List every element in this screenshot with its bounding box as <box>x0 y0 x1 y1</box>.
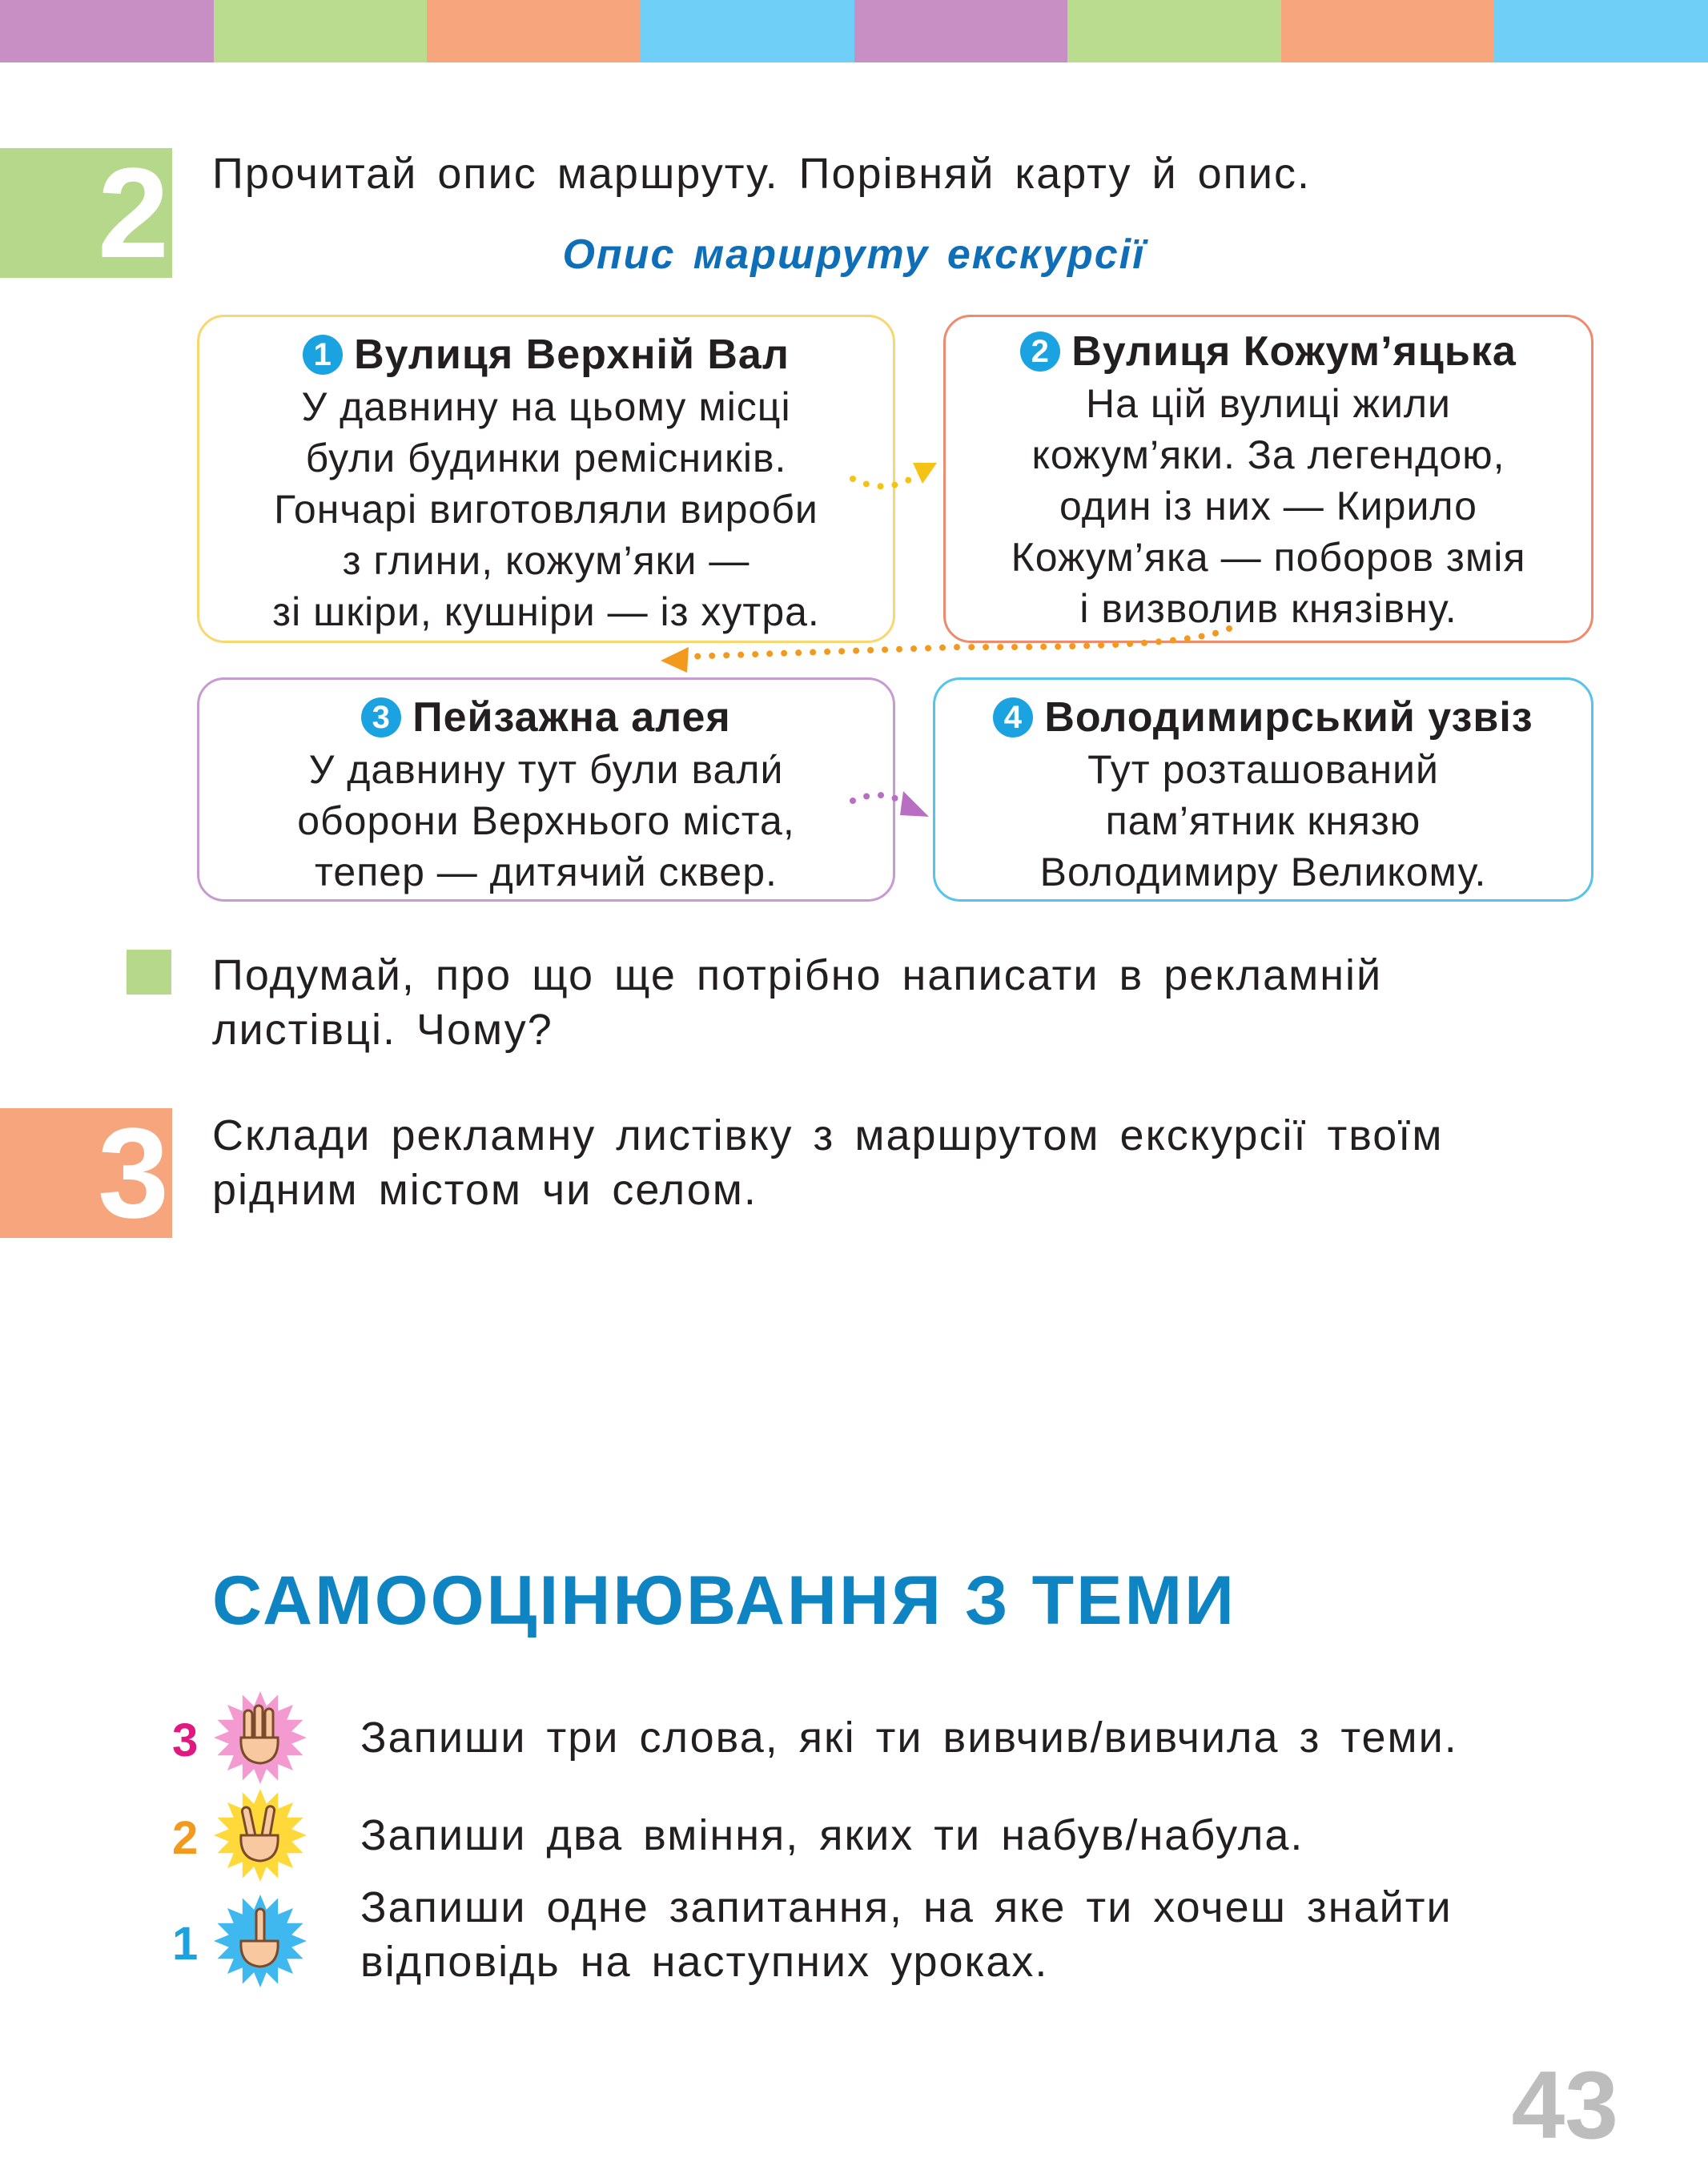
self-item-text: Запиши два вміння, яких ти набув/набула. <box>360 1811 1304 1859</box>
card-title: 2 Вулиця Кожум’яцька <box>946 325 1591 378</box>
self-item-number: 2 <box>172 1812 199 1864</box>
three-fingers-hand-icon <box>212 1690 308 1786</box>
card-line: тепер — дитячий сквер. <box>315 850 778 894</box>
card-line: зі шкіри, кушніри — із хутра. <box>272 589 820 634</box>
card-title: 1 Вулиця Верхній Вал <box>199 328 893 381</box>
card-line: У давнину тут були вали́ <box>308 747 784 792</box>
page-number: 43 <box>1511 2051 1618 2159</box>
card-line: були будинки ремісників. <box>305 436 787 480</box>
card-line: один із них — Кирило <box>1059 484 1477 528</box>
card-title: 4 Володимирський узвіз <box>935 691 1591 744</box>
card-line: кожум’яки. За легендою, <box>1031 432 1505 477</box>
card-line: Тут розташований <box>1087 747 1439 792</box>
card-line: пам’ятник князю <box>1105 798 1421 843</box>
task-3-number: 3 <box>0 1108 172 1238</box>
badge-3: 3 <box>361 697 401 737</box>
self-item-text: Запиши три слова, які ти вивчив/вивчила з теми. <box>360 1714 1458 1762</box>
think-text: Подумай, про що ще потрібно написати в рекламній листівці. Чому? <box>212 951 1383 1054</box>
card-line: Гончарі виготовляли вироби <box>274 487 818 532</box>
self-item-text: Запиши одне запитання, на яке ти хочеш знайти відповідь на наступних уроках. <box>360 1883 1453 1986</box>
think-bullet <box>127 950 171 995</box>
task-3-text: Склади рекламну листівку з маршрутом екскурсії твоїм рідним містом чи селом. <box>212 1111 1444 1214</box>
card-line: На цій вулиці жили <box>1086 381 1451 426</box>
task-2-text: Прочитай опис маршруту. Порівняй карту й опис. <box>212 150 1312 198</box>
arrow-3-to-4 <box>853 791 929 817</box>
self-assessment-title: САМООЦІНЮВАННЯ З ТЕМИ <box>212 1562 1236 1639</box>
card-line: з глини, кожум’яки — <box>342 538 750 583</box>
card-line: оборони Верхнього міста, <box>297 798 795 843</box>
route-title: Опис маршруту екскурсії <box>562 231 1146 278</box>
self-item-number: 3 <box>172 1714 199 1766</box>
card-line: Кожум’яка — поборов змія <box>1011 535 1526 580</box>
two-fingers-hand-icon <box>212 1787 308 1883</box>
card-title: 3 Пейзажна алея <box>199 691 893 744</box>
route-arrows <box>0 0 1708 961</box>
badge-4: 4 <box>993 697 1033 737</box>
self-item-number: 1 <box>172 1918 199 1970</box>
badge-1: 1 <box>303 335 343 375</box>
task-2-number: 2 <box>0 148 172 278</box>
arrow-2-to-3 <box>661 629 1229 673</box>
arrow-1-to-2 <box>853 463 937 486</box>
card-line: і визволив князівну. <box>1079 586 1457 631</box>
badge-2: 2 <box>1020 332 1060 372</box>
card-line: У давнину на цьому місці <box>301 384 791 429</box>
one-finger-hand-icon <box>212 1893 308 1989</box>
card-line: Володимиру Великому. <box>1039 850 1487 894</box>
